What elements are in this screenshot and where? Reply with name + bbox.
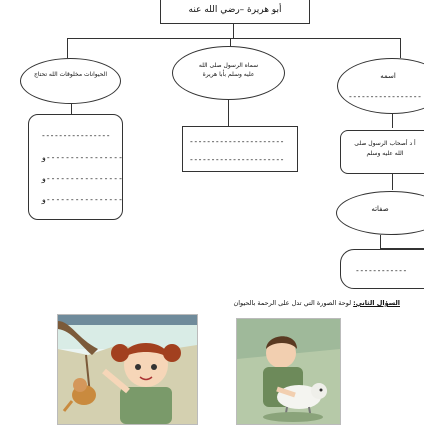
instruction-rest: لوحة الصورة التي تدل على الرحمة بالحيوان bbox=[233, 299, 354, 307]
node-left-oval bbox=[20, 58, 121, 104]
girl-with-cat-svg bbox=[58, 315, 197, 424]
left-list-box bbox=[28, 114, 123, 220]
connector-middle-oval-down bbox=[228, 100, 229, 126]
node-sifatuh-text: صفاته bbox=[371, 205, 389, 213]
left-list-line-3: ----------------و bbox=[41, 174, 123, 183]
middle-line-1: ---------------------- bbox=[189, 137, 284, 146]
title-text: أبو هريرة –رضي الله عنه bbox=[188, 5, 282, 15]
node-sifatuh-oval bbox=[336, 191, 424, 235]
node-middle-oval bbox=[172, 46, 285, 100]
left-list-line-4: ----------------و bbox=[41, 195, 123, 204]
instruction-line bbox=[170, 299, 400, 307]
middle-lines-box bbox=[182, 126, 298, 172]
bottom-right-dash: ------------ bbox=[355, 266, 407, 275]
middle-line-2: ---------------------- bbox=[189, 155, 284, 164]
instruction-prefix: السؤال الثاني: bbox=[353, 299, 400, 307]
connector-title-down bbox=[233, 24, 234, 38]
connector-left-down bbox=[67, 38, 68, 58]
connector-horizontal bbox=[67, 38, 401, 39]
girl-with-cat-image bbox=[57, 314, 198, 425]
connector-right-down bbox=[400, 38, 401, 58]
right-companion-text: أ‌ د أصحاب الرسول صلى الله عليه وسلم bbox=[354, 140, 416, 157]
boy-with-lamb-svg bbox=[237, 319, 340, 424]
node-right-text: اسمه bbox=[380, 72, 396, 80]
left-list-line-2: ----------------و bbox=[41, 153, 123, 162]
node-middle-text: سماه الرسول صلى الله عليه وسلم بأبا هريرة bbox=[198, 62, 259, 78]
title-box bbox=[160, 0, 310, 24]
node-right-oval bbox=[337, 58, 424, 114]
connector-mid-down bbox=[230, 38, 231, 46]
connector-right-oval-down bbox=[392, 114, 393, 128]
connector-right-box-down bbox=[392, 174, 393, 190]
right-companion-box bbox=[340, 130, 424, 174]
boy-with-lamb-image bbox=[236, 318, 341, 425]
node-right-dash: ----------------- bbox=[348, 92, 422, 101]
bottom-right-box bbox=[340, 249, 424, 289]
node-left-text: الحيوانات مخلوقات الله تحتاج bbox=[33, 71, 108, 78]
left-list-line-1: ---------------- bbox=[41, 131, 111, 140]
connector-left-oval-down bbox=[71, 104, 72, 114]
